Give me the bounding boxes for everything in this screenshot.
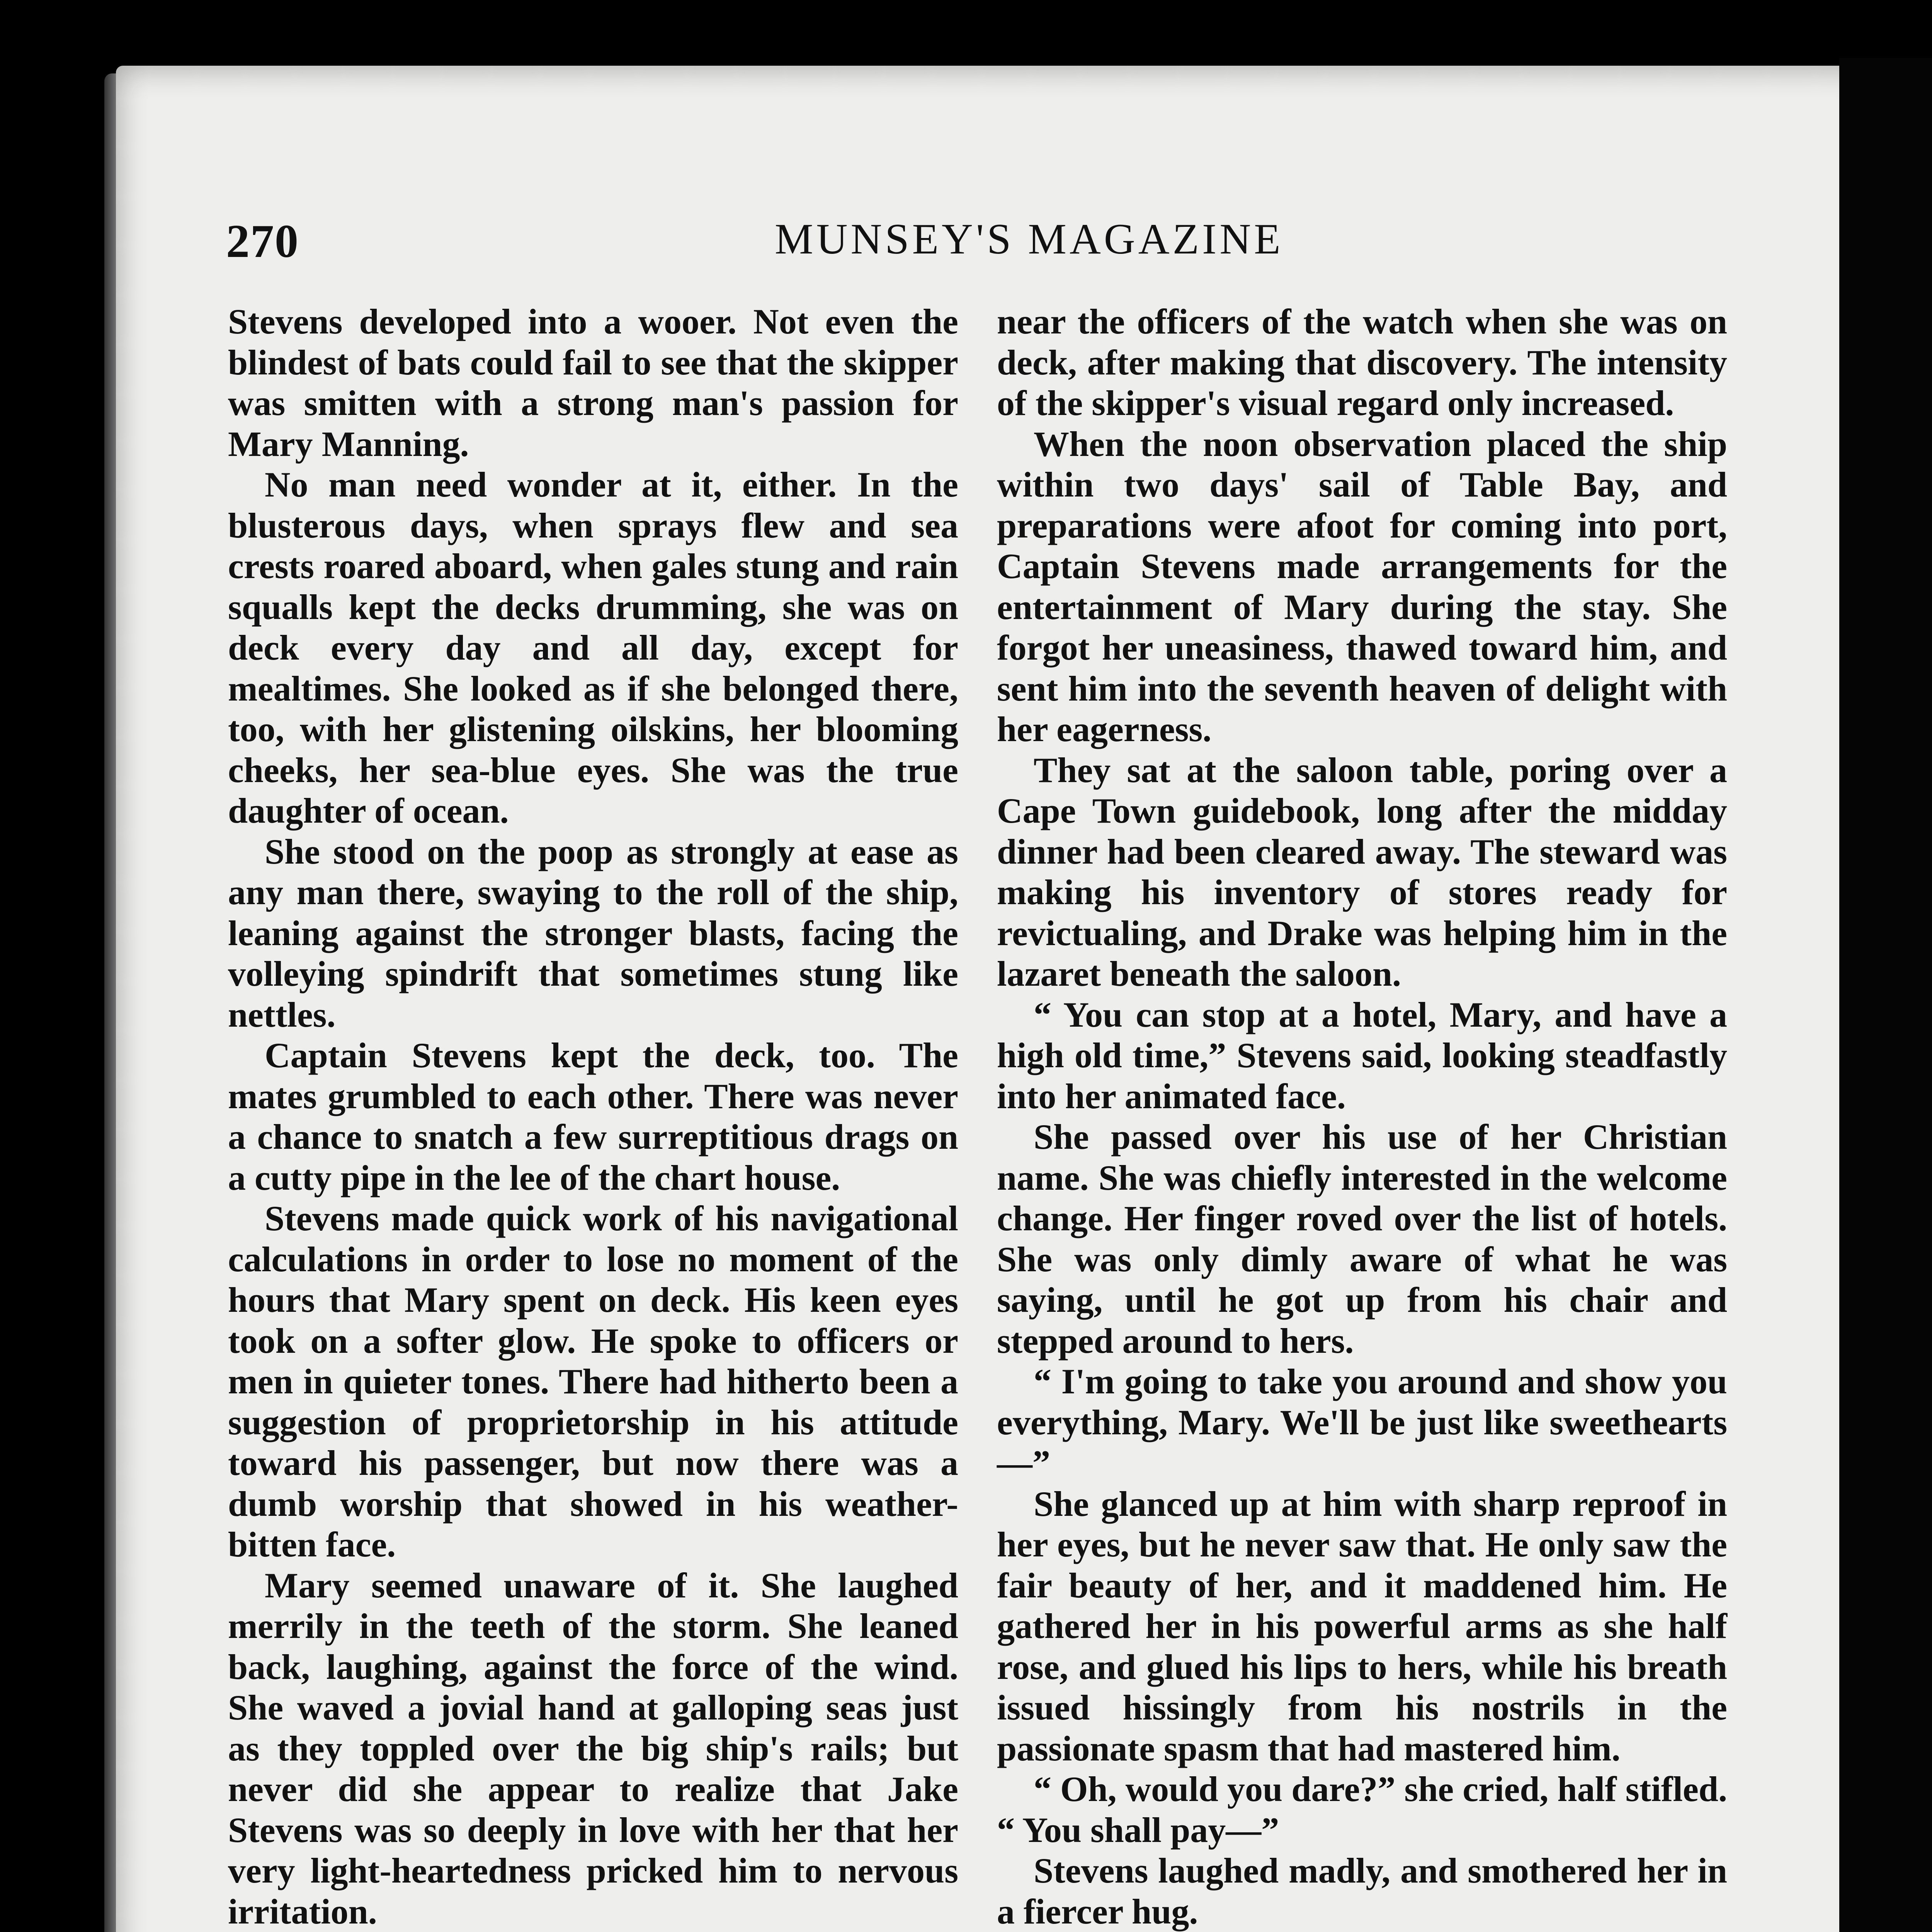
paragraph: She passed over his use of her Christian name. She was chiefly interested in the welcome change. Her finger roved over the list of hotels. She was only dimly aware of what he was saying, until he got up from his chair and stepped around to hers. xyxy=(997,1117,1727,1361)
running-head: MUNSEY'S MAGAZINE xyxy=(775,215,1284,263)
left-column xyxy=(228,301,958,1932)
paragraph: “ You can stop at a hotel, Mary, and have a high old time,” Stevens said, looking steadfastly into her animated face. xyxy=(997,995,1727,1116)
paragraph: Stevens laughed madly, and smothered her in a fiercer hug. xyxy=(997,1851,1727,1931)
paragraph: Mary seemed unaware of it. She laughed merrily in the teeth of the storm. She leaned back, laughing, against the force of the wind. She waved a jovial hand at galloping seas just as they toppled over the big ship's rails; but never did she appear to realize that Jake Stevens was so deeply in love with her that her very light-heartedness pricked him to nervous irritation. xyxy=(228,1565,958,1931)
paragraph: near the officers of the watch when she was on deck, after making that discovery. The intensity of the skipper's visual regard only increased. xyxy=(997,302,1727,423)
paragraph: No man need wonder at it, either. In the blusterous days, when sprays flew and sea crests roared aboard, when gales stung and rain squalls kept the decks drumming, she was on deck every day and all day, except for mealtimes. She looked as if she belonged there, too, with her glistening oilskins, her blooming cheeks, her sea-blue eyes. She was the true daughter of ocean. xyxy=(228,465,958,830)
paragraph: She stood on the poop as strongly at ease as any man there, swaying to the roll of the ship, leaning against the stronger blasts, facing the volleying spindrift that sometimes stung like nettles. xyxy=(228,832,958,1034)
paragraph: “ I'm going to take you around and show you everything, Mary. We'll be just like sweethearts—” xyxy=(997,1362,1727,1483)
paragraph: She glanced up at him with sharp reproof in her eyes, but he never saw that. He only saw the fair beauty of her, and it maddened him. He gathered her in his powerful arms as she half rose, and glued his lips to hers, while his breath issued hissingly from his nostrils in the passionate spasm that had mastered him. xyxy=(997,1484,1727,1768)
paragraph: “ Oh, would you dare?” she cried, half stifled. “ You shall pay—” xyxy=(997,1769,1727,1850)
paragraph: Captain Stevens kept the deck, too. The mates grumbled to each other. There was never a chance to snatch a few surreptitious drags on a cutty pipe in the lee of the chart house. xyxy=(228,1036,958,1197)
page-header xyxy=(226,214,1810,272)
paragraph: Stevens made quick work of his navigational calculations in order to lose no moment of the hours that Mary spent on deck. His keen eyes took on a softer glow. He spoke to officers or men in quieter tones. There had hitherto been a suggestion of proprietorship in his attitude toward his passenger, but now there was a dumb worship that showed in his weather-bitten face. xyxy=(228,1199,958,1564)
paragraph: They sat at the saloon table, poring over a Cape Town guidebook, long after the midday dinner had been cleared away. The steward was making his inventory of stores ready for revictualing, and Drake was helping him in the lazaret beneath the saloon. xyxy=(997,750,1727,993)
book-spine xyxy=(1839,58,1932,1932)
paragraph: When the noon observation placed the ship within two days' sail of Table Bay, and preparations were afoot for coming into port, Captain Stevens made arrangements for the entertainment of Mary during the stay. She forgot her uneasiness, thawed toward him, and sent him into the seventh heaven of delight with her eagerness. xyxy=(997,424,1727,749)
right-column xyxy=(997,301,1727,1932)
paragraph: Stevens developed into a wooer. Not even the blindest of bats could fail to see that the skipper was smitten with a strong man's passion for Mary Manning. xyxy=(228,302,958,464)
page-number: 270 xyxy=(226,215,299,267)
